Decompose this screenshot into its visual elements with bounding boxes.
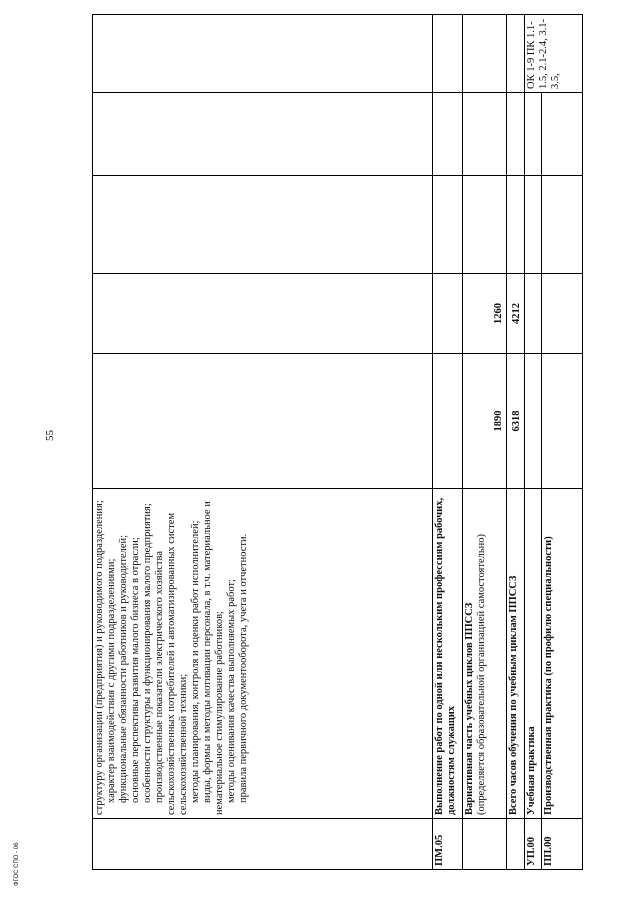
table-row [93,15,433,870]
total-hours-cell: 1890 [463,354,507,489]
content-line: производственные показатели электрического хозяйства сельскохозяйственных потребителей и автоматизированных систем сельскохозяйственной техники; [154,512,189,815]
mandatory-hours-cell [525,274,542,354]
table-row [433,15,463,870]
total-hours-cell [433,354,463,489]
content-line: методы планирования, контроля и оценки работ исполнителей; [190,520,201,803]
mandatory-hours-cell: 1260 [463,274,507,354]
blank-cell [507,93,525,176]
mandatory-hours-cell [542,274,583,354]
name-subtitle: (определяется образовательной организацией самостоятельно) [476,533,487,815]
content-line: особенности структуры и функционирования малого предприятия; [142,503,153,803]
code-cell [93,819,433,870]
competencies-cell [93,15,433,93]
competencies-cell [433,15,463,93]
blank-cell [433,93,463,176]
name-title: Вариативная часть учебных циклов ППССЗ [464,602,475,815]
blank-cell [463,93,507,176]
competencies-cell [507,15,525,93]
discipline-cell [525,176,542,274]
content-line: основные перспективы развития малого бизнеса в отрасли; [130,537,141,803]
code-cell [507,819,525,870]
curriculum-table [92,14,583,870]
code-cell: ПМ.05 [433,819,463,870]
page-number: 55 [44,430,56,441]
code-cell: УП.00 [525,819,542,870]
total-hours-cell [525,354,542,489]
blank-cell [525,93,542,176]
blank-cell [93,93,433,176]
discipline-cell [507,176,525,274]
content-line: виды, формы и методы мотивации персонала, в т.ч. материальное и нематериальное стимулирование работников; [202,501,225,815]
name-cell: Учебная практика [525,489,542,819]
discipline-cell [93,176,433,274]
discipline-cell [433,176,463,274]
code-cell: ПП.00 [542,819,583,870]
table-row [507,15,525,870]
competencies-cell [463,15,507,93]
competencies-cell: ОК 1-9 ПК 1.1-1.5, 2.1-2.4, 3.1-3.5, [525,15,583,93]
content-cell [93,489,433,819]
mandatory-hours-cell: 4212 [507,274,525,354]
content-line: функциональные обязанности работников и руководителей; [118,534,129,803]
blank-cell [542,93,583,176]
mandatory-hours-cell [93,274,433,354]
content-line: структуру организации (предприятия) и руководимого подразделения; [94,500,105,815]
content-line: правила первичного документооборота, учета и отчетности. [238,533,249,803]
total-hours-cell [93,354,433,489]
total-hours-cell [542,354,583,489]
name-cell: Всего часов обучения по учебным циклам ППССЗ [507,489,525,819]
mandatory-hours-cell [433,274,463,354]
table-row [542,15,583,870]
name-cell: Выполнение работ по одной или нескольким профессиям рабочих, должностям служащих [433,489,463,819]
code-cell [463,819,507,870]
total-hours-cell: 6318 [507,354,525,489]
discipline-cell [542,176,583,274]
footer-label: ФГОС СПО - 06 [14,842,20,886]
curriculum-table-rotated [92,15,582,870]
content-line: характер взаимодействия с другими подразделениями; [106,558,117,803]
discipline-cell [463,176,507,274]
name-cell: Производственная практика (по профилю специальности) [542,489,583,819]
table-row [463,15,507,870]
table-row [525,15,542,870]
name-cell [463,489,507,819]
content-line: методы оценивания качества выполняемых работ; [226,579,237,803]
